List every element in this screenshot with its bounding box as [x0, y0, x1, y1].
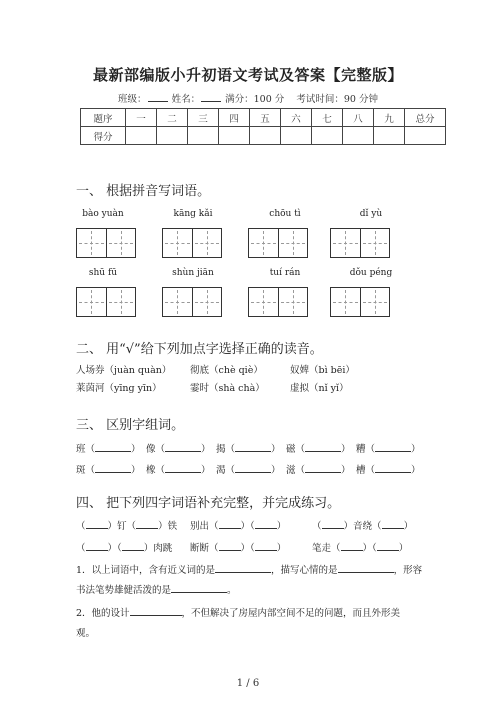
answer-blank[interactable]: [219, 542, 241, 551]
char-group-item: 渴（ ）: [216, 465, 281, 476]
answer-blank[interactable]: [171, 584, 227, 593]
char-label: 像: [146, 444, 156, 455]
answer-blank[interactable]: [215, 564, 271, 573]
writing-grid[interactable]: [330, 228, 390, 258]
score-cell[interactable]: [374, 127, 405, 145]
table-cell: 九: [374, 109, 405, 127]
answer-blank[interactable]: [219, 520, 241, 529]
char-group-item: 糟（ ）: [356, 444, 421, 455]
question-text: 1．以上词语中，含有近义词的是: [76, 565, 216, 576]
char-group-item: 斑（ ）: [76, 465, 141, 476]
page-number: 1 / 6: [236, 678, 260, 689]
char-group-item: 滋（ ）: [286, 465, 351, 476]
char-label: 磁: [286, 444, 296, 455]
table-cell: 五: [250, 109, 281, 127]
table-cell: 四: [219, 109, 250, 127]
answer-blank[interactable]: [235, 443, 271, 452]
answer-blank[interactable]: [122, 542, 144, 551]
pinyin-label: dǐ yù: [359, 209, 383, 219]
exam-time: 考试时间：90 分钟: [296, 94, 378, 105]
pinyin-label: chōu tì: [269, 209, 301, 219]
idiom-item: 别出（ ）（ ）: [190, 521, 287, 532]
question-text: ，描写心情的是: [271, 565, 338, 576]
answer-blank[interactable]: [382, 520, 404, 529]
pinyin-label: kāng kǎi: [173, 209, 213, 219]
score-table: [80, 108, 446, 145]
answer-blank[interactable]: [165, 464, 201, 473]
pinyin-label: shùn jiān: [172, 268, 214, 278]
section-1-heading: 一、 根据拼音写词语。: [76, 184, 211, 199]
answer-blank[interactable]: [375, 464, 411, 473]
score-table-header-row: [81, 109, 446, 127]
idiom-item: （ ）音绕（ ）: [312, 521, 414, 532]
writing-grid[interactable]: [248, 287, 308, 317]
char-label: 揭: [216, 444, 226, 455]
score-cell[interactable]: [312, 127, 343, 145]
question-1-line-2: 书法笔势雄健活泼的是 。: [76, 585, 237, 596]
answer-blank[interactable]: [305, 464, 341, 473]
char-label: 槽: [356, 465, 366, 476]
char-group-item: 像（ ）: [146, 444, 211, 455]
idiom-text: 钉: [117, 521, 127, 532]
question-2-line-2: 观。: [76, 628, 96, 639]
pronunciation-item[interactable]: 人场券（juàn quàn）: [76, 365, 172, 376]
char-label: 橡: [146, 465, 156, 476]
idiom-item: 笔走（ ）（ ）: [312, 543, 409, 554]
section-3-heading: 三、 区别字组词。: [76, 418, 185, 433]
idiom-item: （ ）钉（ ）铁: [76, 521, 178, 532]
pinyin-label: bào yuàn: [82, 209, 124, 219]
pronunciation-item[interactable]: 奴婢（bì bēi）: [290, 365, 355, 376]
answer-blank[interactable]: [375, 443, 411, 452]
question-text: ，不但解决了房屋内部空间不足的问题，而且外形美: [181, 608, 401, 619]
score-cell[interactable]: [343, 127, 374, 145]
section-4-heading: 四、 把下列四字词语补充完整，并完成练习。: [76, 496, 341, 511]
score-cell[interactable]: [405, 127, 446, 145]
question-1-line: [76, 562, 422, 576]
table-cell: 总分: [405, 109, 446, 127]
exam-info: [0, 91, 496, 105]
idiom-text: 笔走: [312, 543, 332, 554]
table-cell: 三: [188, 109, 219, 127]
pinyin-label: shū fū: [88, 268, 118, 278]
answer-blank[interactable]: [338, 564, 394, 573]
pronunciation-item[interactable]: 莱茵河（yīng yīn）: [76, 383, 162, 394]
pronunciation-item[interactable]: 彻底（chè qiè）: [190, 365, 263, 376]
idiom-text: 断断: [190, 543, 210, 554]
answer-blank[interactable]: [377, 542, 399, 551]
char-group-item: 揭（ ）: [216, 444, 281, 455]
table-cell: 八: [343, 109, 374, 127]
full-score: 满分：100 分: [225, 94, 285, 105]
question-text: 2．他的设计: [76, 608, 130, 619]
answer-blank[interactable]: [95, 443, 131, 452]
char-group-item: 班（ ）: [76, 444, 141, 455]
answer-blank[interactable]: [341, 542, 363, 551]
answer-blank[interactable]: [235, 464, 271, 473]
writing-grid[interactable]: [162, 228, 222, 258]
pinyin-label: dǒu péng: [349, 268, 393, 278]
question-2-line: [76, 605, 400, 619]
writing-grid[interactable]: [330, 287, 390, 317]
question-text: 书法笔势雄健活泼的是: [76, 585, 172, 596]
answer-blank[interactable]: [136, 520, 158, 529]
idiom-item: （ ）（ ）肉跳: [76, 543, 173, 554]
writing-grid[interactable]: [76, 228, 136, 258]
answer-blank[interactable]: [322, 520, 344, 529]
writing-grid[interactable]: [162, 287, 222, 317]
score-cell[interactable]: [126, 127, 157, 145]
class-label: 班级：: [118, 94, 147, 105]
idiom-item: 断断（ ）（ ）: [190, 543, 287, 554]
writing-grid[interactable]: [76, 287, 136, 317]
answer-blank[interactable]: [95, 464, 131, 473]
page-title: 最新部编版小升初语文考试及答案【完整版】: [92, 66, 403, 84]
answer-blank[interactable]: [130, 607, 182, 616]
score-cell[interactable]: [188, 127, 219, 145]
score-table-score-row: [81, 127, 446, 145]
table-cell: 七: [312, 109, 343, 127]
char-label: 班: [76, 444, 86, 455]
answer-blank[interactable]: [305, 443, 341, 452]
idiom-text: 音绕: [353, 521, 373, 532]
idiom-text: 肉跳: [153, 543, 173, 554]
answer-blank[interactable]: [86, 520, 108, 529]
question-text: ，形容: [393, 565, 423, 576]
pinyin-label: tuí rán: [269, 268, 301, 278]
table-cell: 一: [126, 109, 157, 127]
idiom-text: 铁: [167, 521, 178, 532]
score-cell[interactable]: [281, 127, 312, 145]
name-label: 姓名：: [171, 94, 201, 105]
answer-blank[interactable]: [255, 542, 277, 551]
answer-blank[interactable]: [165, 443, 201, 452]
score-cell[interactable]: [157, 127, 188, 145]
char-label: 滋: [286, 465, 296, 476]
idiom-text: 别出: [190, 521, 210, 532]
table-cell: 题序: [81, 109, 126, 127]
name-blank[interactable]: [201, 92, 221, 102]
char-label: 糟: [356, 444, 366, 455]
pronunciation-item[interactable]: 虚拟（nǐ yǐ）: [290, 383, 349, 394]
score-cell[interactable]: [250, 127, 281, 145]
table-cell: 得分: [81, 127, 126, 145]
score-cell[interactable]: [219, 127, 250, 145]
char-group-item: 橡（ ）: [146, 465, 211, 476]
table-cell: 六: [281, 109, 312, 127]
section-2-heading: 二、 用“√”给下列加点字选择正确的读音。: [76, 342, 323, 357]
answer-blank[interactable]: [255, 520, 277, 529]
class-blank[interactable]: [148, 92, 168, 102]
char-group-item: 磁（ ）: [286, 444, 351, 455]
writing-grid[interactable]: [248, 228, 308, 258]
char-label: 渴: [216, 465, 226, 476]
answer-blank[interactable]: [86, 542, 108, 551]
pronunciation-item[interactable]: 霎时（shà chà）: [190, 383, 265, 394]
char-label: 斑: [76, 465, 86, 476]
char-group-item: 槽（ ）: [356, 465, 421, 476]
table-cell: 二: [157, 109, 188, 127]
